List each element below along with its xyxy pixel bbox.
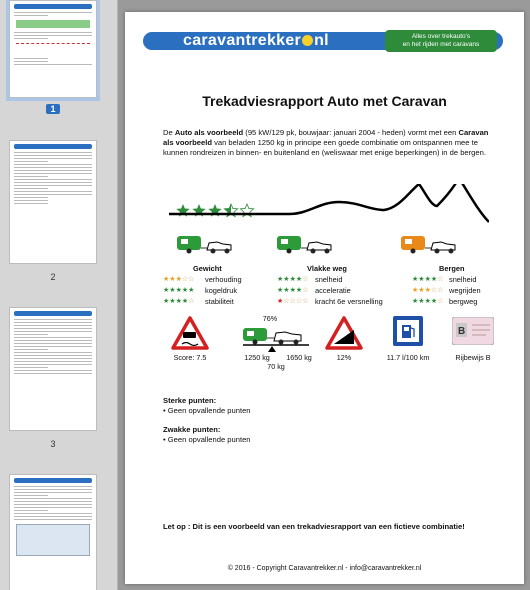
pdf-page [125, 12, 524, 584]
star-rating [163, 286, 194, 294]
star-filled-icon: ★ [430, 298, 438, 305]
page-number-1: 1 [3, 104, 103, 114]
star-rating [277, 286, 308, 294]
brand-logo-text: caravantrekker nl [183, 32, 329, 49]
star-filled-icon: ★ [295, 276, 303, 283]
star-filled-icon: ★ [188, 287, 195, 294]
star-rating [163, 275, 194, 283]
rating-label: snelheid [449, 274, 477, 284]
skid-warning-icon [171, 316, 209, 350]
star-rating [412, 286, 443, 294]
star-rating [412, 297, 443, 305]
rating-label: wegrijden [449, 285, 481, 295]
page-thumbnail-2[interactable] [9, 140, 97, 264]
car-caravan-flat [177, 236, 231, 254]
disclaimer-note: Let op : Dit is een voorbeeld van een trekadviesrapport van een fictieve combinatie! [163, 522, 465, 531]
star-filled-icon: ★ [295, 287, 303, 294]
rating-label: snelheid [315, 274, 343, 284]
rating-label: bergweg [449, 296, 478, 306]
star-filled-icon: ★ [169, 287, 176, 294]
star-filled-icon: ★ [277, 298, 284, 305]
route-profile-illustration [169, 184, 489, 264]
star-empty-icon: ☆ [437, 287, 444, 294]
star-filled-icon: ★ [412, 287, 419, 294]
page-thumbnail-4[interactable] [9, 474, 97, 590]
section-heading-vlakke-weg: Vlakke weg [307, 264, 347, 273]
weak-points-item: • Geen opvallende punten [163, 435, 251, 444]
page-number-3: 3 [50, 439, 56, 449]
star-filled-icon: ★ [277, 276, 284, 283]
rating-label: kracht 6e versnelling [315, 296, 383, 306]
smiley-icon [302, 35, 313, 46]
star-filled-icon: ★ [181, 287, 189, 294]
star-filled-icon: ★ [169, 276, 176, 283]
intro-paragraph: De Auto als voorbeeld (95 kW/129 pk, bouwjaar: januari 2004 - heden) vormt met een Caravan als voorbeeld van beladen 1250 kg in principe een goede combinatie om ontspannen mee te kunnen rondreizen in binnen- en buitenland en (weliswaar met enige beperkingen) in de bergen. [163, 128, 489, 157]
rating-label: kogeldruk [205, 285, 238, 295]
star-filled-icon: ★ [424, 287, 431, 294]
star-filled-icon: ★ [418, 287, 425, 294]
star-empty-icon: ☆ [181, 276, 189, 283]
section-heading-gewicht: Gewicht [193, 264, 222, 273]
page-footer: © 2016 - Copyright Caravantrekker.nl - info@caravantrekker.nl [227, 565, 422, 572]
star-filled-icon: ★ [175, 287, 182, 294]
gradient-value: 12% [336, 353, 352, 362]
star-filled-icon: ★ [169, 298, 176, 305]
star-rating [163, 297, 194, 305]
star-empty-icon: ☆ [188, 276, 195, 283]
star-filled-icon: ★ [424, 298, 431, 305]
license-type: Rijbewijs B [455, 353, 491, 362]
star-filled-icon: ★ [181, 298, 189, 305]
page-thumbnail-1[interactable] [9, 0, 97, 98]
star-empty-icon: ☆ [295, 298, 303, 305]
trailer-weight: 1250 kg [244, 353, 270, 362]
star-filled-icon: ★ [289, 276, 296, 283]
star-filled-icon: ★ [163, 298, 170, 305]
car-weight: 1650 kg [286, 353, 312, 362]
star-filled-icon: ★ [175, 298, 182, 305]
report-title: Trekadviesrapport Auto met Caravan [202, 93, 447, 109]
star-filled-icon: ★ [418, 276, 425, 283]
car-caravan-hills [277, 236, 331, 254]
caravantrekker-banner [143, 32, 503, 50]
star-rating [277, 275, 308, 283]
star-empty-icon: ☆ [430, 287, 438, 294]
star-filled-icon: ★ [283, 276, 290, 283]
star-rating [412, 275, 443, 283]
star-filled-icon: ★ [412, 298, 419, 305]
star-rating [277, 297, 308, 305]
nose-weight: 70 kg [267, 362, 285, 371]
star-empty-icon: ☆ [289, 298, 296, 305]
strong-points-item: • Geen opvallende punten [163, 406, 251, 415]
fuel-station-icon [393, 316, 423, 346]
star-empty-icon: ☆ [283, 298, 290, 305]
star-empty-icon: ☆ [437, 276, 444, 283]
star-filled-icon: ★ [175, 276, 182, 283]
star-filled-icon: ★ [430, 276, 438, 283]
star-empty-icon: ☆ [302, 287, 309, 294]
svg-text:B: B [458, 326, 466, 337]
star-empty-icon: ☆ [437, 298, 444, 305]
star-filled-icon: ★ [163, 276, 170, 283]
section-heading-bergen: Bergen [439, 264, 465, 273]
fuel-consumption: 11.7 l/100 km [386, 353, 430, 362]
star-empty-icon: ☆ [302, 298, 309, 305]
weight-percentage: 76% [262, 314, 278, 323]
star-empty-icon: ☆ [188, 298, 195, 305]
page-thumbnail-sidebar [0, 0, 118, 590]
star-filled-icon: ★ [163, 287, 170, 294]
rating-label: stabiliteit [205, 296, 234, 306]
strong-points-title: Sterke punten: [163, 396, 217, 405]
weight-balance-icon [243, 324, 309, 352]
star-filled-icon: ★ [289, 287, 296, 294]
page-number-2: 2 [50, 272, 56, 282]
star-filled-icon: ★ [418, 298, 425, 305]
gradient-warning-icon [325, 316, 363, 350]
star-filled-icon: ★ [412, 276, 419, 283]
star-filled-icon: ★ [277, 287, 284, 294]
tagline-badge: Alles over trekauto's en het rijden met caravans [385, 30, 497, 52]
route-profile-line [169, 184, 489, 222]
skid-score: Score: 7.5 [173, 353, 207, 362]
car-caravan-mountains [401, 236, 455, 254]
star-filled-icon: ★ [424, 276, 431, 283]
rating-label: acceleratie [315, 285, 351, 295]
star-empty-icon: ☆ [302, 276, 309, 283]
page-thumbnail-3[interactable] [9, 307, 97, 431]
star-filled-icon: ★ [283, 287, 290, 294]
rating-label: verhouding [205, 274, 242, 284]
driving-license-icon [452, 317, 494, 345]
weak-points-title: Zwakke punten: [163, 425, 221, 434]
